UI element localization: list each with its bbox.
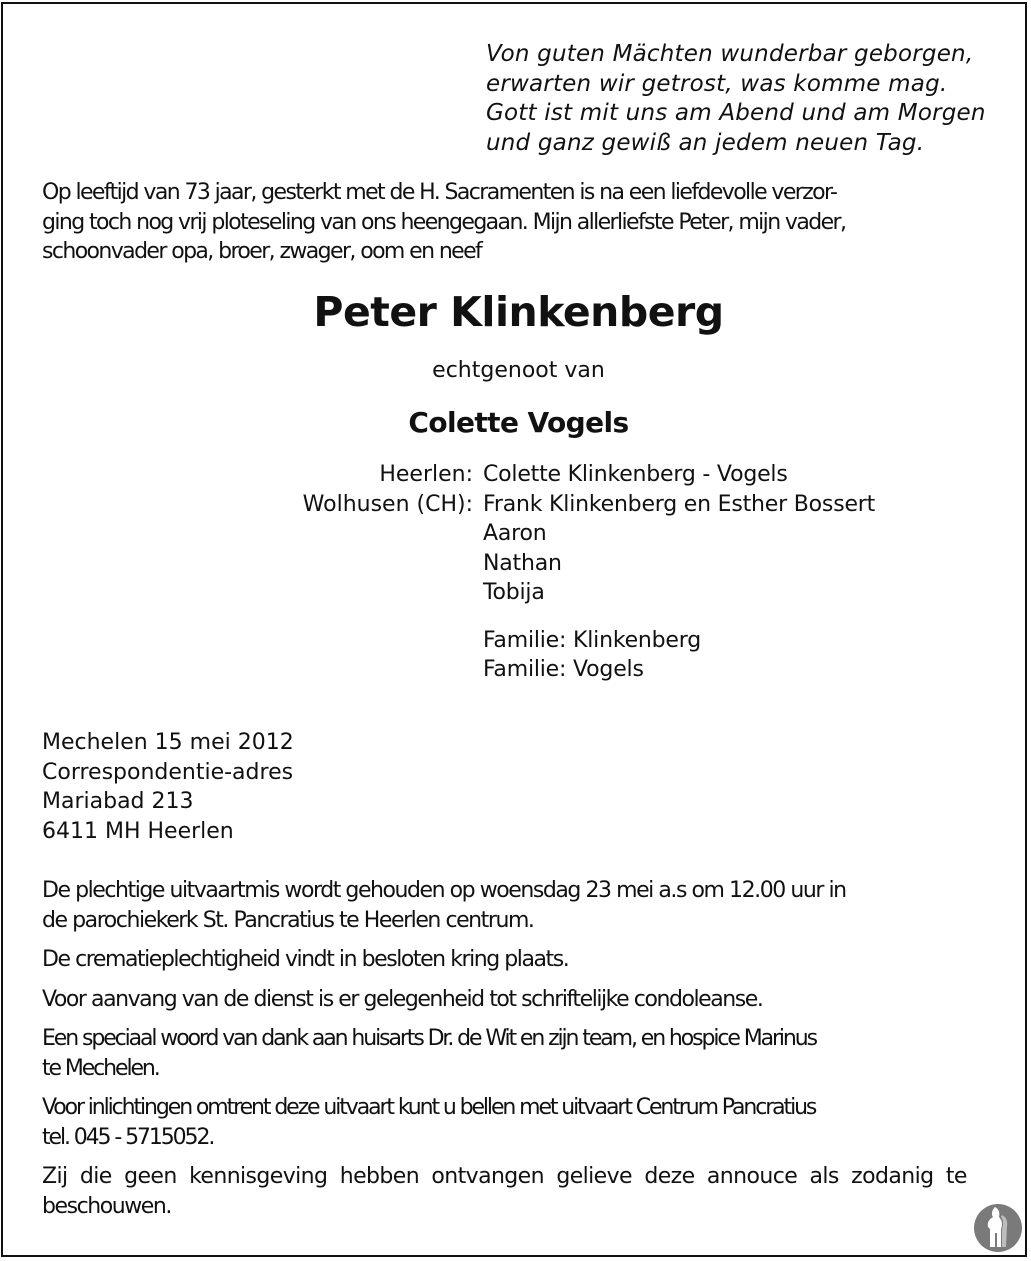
family-location [3, 519, 483, 549]
note-line: Voor aanvang van de dienst is er gelegenheid tot schriftelijke condoleanse. [42, 986, 763, 1012]
poem-line: Gott ist mit uns am Abend und am Morgen [486, 100, 986, 126]
funeral-notes [42, 876, 992, 1231]
family-location [3, 549, 483, 579]
note-funeral-mass [42, 876, 992, 935]
obituary-notice [1, 2, 1027, 1257]
address-line: Mariabad 213 [42, 789, 194, 814]
mourning-figures-logo-icon [973, 1203, 1023, 1253]
address-line: Correspondentie-adres [42, 759, 294, 785]
family-list [3, 460, 1031, 685]
note-line: Zij die geen kennisgeving hebben ontvangen gelieve deze annouce als zodanig te [42, 1164, 967, 1189]
family-row [3, 578, 1031, 608]
note-line: De crematieplechtigheid vindt in besloten kring plaats. [42, 947, 569, 972]
family-location [3, 578, 483, 608]
family-names: Tobija [483, 580, 545, 605]
note-line: te Mechelen. [42, 1055, 159, 1081]
address-line: 6411 MH Heerlen [42, 818, 234, 844]
intro-line: schoonvader opa, broer, zwager, oom en neef [42, 239, 482, 264]
note-line: beschouwen. [42, 1193, 171, 1219]
family-names: Nathan [483, 550, 562, 576]
family-row [3, 519, 1031, 549]
spacer [3, 608, 1031, 626]
intro-line: Op leeftijd van 73 jaar, gesterkt met de H. Sacramenten is na een liefdevolle verzor- [42, 180, 837, 205]
relation-label: echtgenoot van [432, 358, 605, 383]
family-names: Frank Klinkenberg en Esther Bossert [483, 491, 876, 517]
note-condolences [42, 985, 992, 1015]
note-line: De plechtige uitvaartmis wordt gehouden op woensdag 23 mei a.s om 12.00 uur in [42, 878, 846, 903]
family-names: Aaron [483, 521, 547, 546]
deceased-name: Peter Klinkenberg [313, 288, 724, 336]
poem-verse [486, 40, 986, 158]
note-cremation [42, 945, 992, 975]
extended-family-row [3, 626, 1031, 656]
poem-line: und ganz gewiß an jedem neuen Tag. [486, 129, 925, 156]
note-notice [42, 1162, 992, 1221]
extended-family-name: Familie: Vogels [483, 657, 644, 682]
note-line: Voor inlichtingen omtrent deze uitvaart kunt u bellen met uitvaart Centrum Pancratius [42, 1095, 816, 1120]
poem-line: Von guten Mächten wunderbar geborgen, [486, 41, 974, 67]
poem-line: erwarten wir getrost, was komme mag. [486, 70, 948, 97]
family-row [3, 549, 1031, 579]
note-thanks [42, 1024, 992, 1083]
note-line: Een speciaal woord van dank aan huisarts Dr. de Wit en zijn team, en hospice Marinus [42, 1026, 816, 1051]
note-line: tel. 045 - 5715052. [42, 1124, 214, 1150]
family-location: Wolhusen (CH): [302, 491, 473, 517]
family-row [3, 490, 1031, 520]
extended-family-name: Familie: Klinkenberg [483, 627, 701, 653]
note-information [42, 1093, 992, 1152]
family-row [3, 460, 1031, 490]
intro-line: ging toch nog vrij ploteseling van ons heengegaan. Mijn allerliefste Peter, mijn vader, [42, 209, 846, 235]
intro-paragraph [42, 178, 992, 267]
family-location: Heerlen: [379, 462, 473, 487]
address-line: Mechelen 15 mei 2012 [42, 730, 294, 755]
family-names: Colette Klinkenberg - Vogels [483, 462, 788, 487]
extended-family-row [3, 655, 1031, 685]
note-line: de parochiekerk St. Pancratius te Heerlen centrum. [42, 907, 534, 933]
spouse-name: Colette Vogels [408, 406, 629, 439]
correspondence-address [42, 728, 294, 846]
